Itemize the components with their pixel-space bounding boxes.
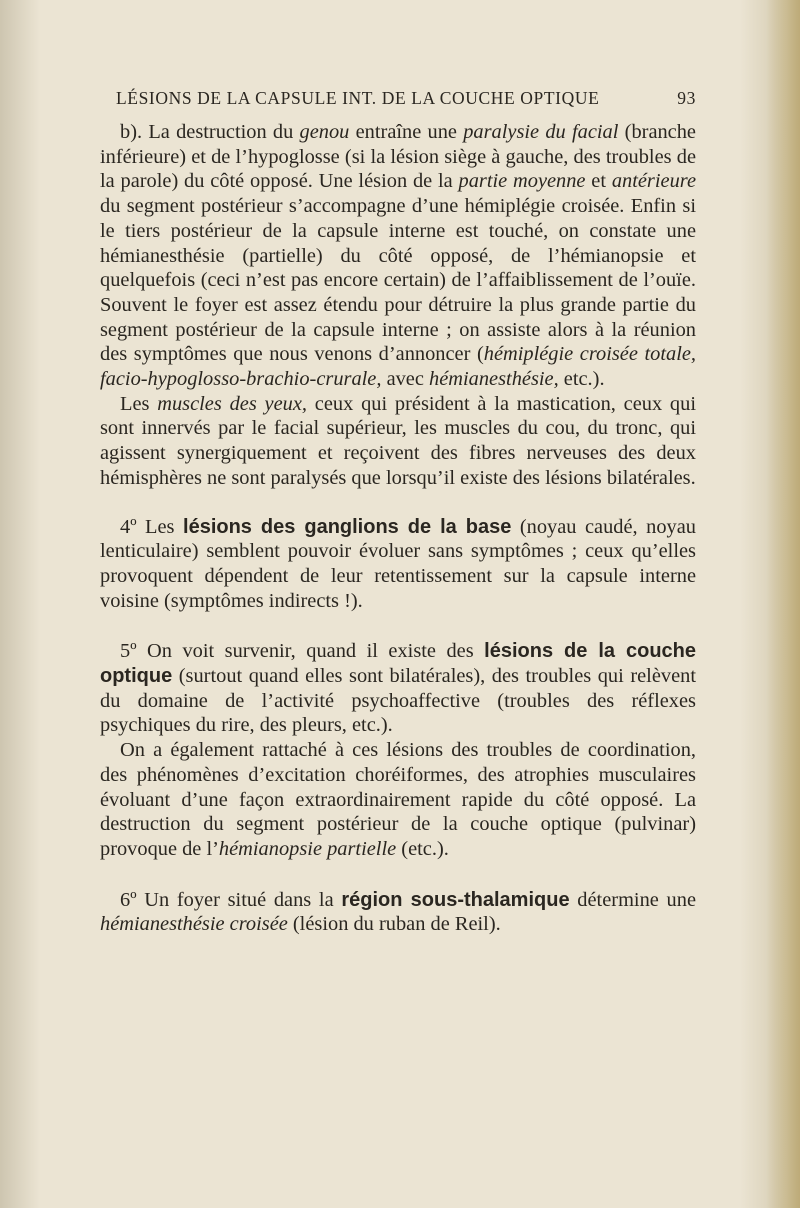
- italic-term: genou: [299, 121, 350, 143]
- text-run: (surtout quand elles sont bilatérales), des troubles qui relèvent du domaine de l’activité psychoaffective (troubles des réflexes psychiques du rire, des pleurs, etc.).: [100, 665, 696, 737]
- italic-term: paralysie du facial: [463, 121, 619, 143]
- page-edge-shadow: [766, 0, 800, 1208]
- italic-term: antérieure: [611, 170, 696, 193]
- paragraph-coordination: [100, 738, 696, 862]
- text-run: (lésion du ruban de Reil).: [287, 913, 501, 936]
- page-number: 93: [677, 88, 696, 108]
- italic-term: partie moyenne: [458, 170, 586, 193]
- section-number: 5º On voit survenir, quand il existe des: [120, 640, 485, 663]
- italic-term: hémianopsie partielle: [218, 837, 397, 860]
- section-number: 6º Un foyer situé dans la: [120, 888, 342, 911]
- text-run: et: [585, 170, 612, 193]
- section-5-couche-optique: [100, 639, 696, 738]
- section-number: 4º Les: [120, 515, 184, 538]
- italic-term: hémiplégie croisée totale, facio-hypoglosso-brachio-crurale,: [100, 343, 697, 391]
- text-run: Les: [120, 392, 158, 415]
- text-run: (branche inférieure) et de l’hypoglosse (si la lésion siège à gauche, des troubles de la parole) du côté opposé. Une lésion de la: [100, 121, 696, 193]
- text-run: du segment postérieur s’accompagne d’une hémiplégie croisée. Enfin si le tiers postérieur de la capsule interne est touché, on constate une hémianesthésie (partielle) du côté opposé, de l’hémianopsie et quelquefois (ceci n’est pas encore certain) de l’affaiblissement de l’ouïe. Souvent le foyer est assez étendu pour détruire la plus grande partie du segment postérieur de la capsule interne ; on assiste alors à la réunion des symptômes que nous venons d’annoncer (: [100, 195, 696, 366]
- text-run: b). La destruction du: [120, 121, 300, 143]
- section-4-ganglions-base: [100, 515, 696, 614]
- body-text: [100, 120, 696, 937]
- running-title: LÉSIONS DE LA CAPSULE INT. DE LA COUCHE OPTIQUE: [116, 88, 600, 108]
- bold-term: lésions de la couche optique: [100, 640, 697, 688]
- paragraph-genou: [100, 120, 696, 392]
- text-run: On a également rattaché à ces lésions des troubles de coordination, des phénomènes d’excitation choréiformes, des atrophies musculaires évoluant d’une façon extraordinairement rapide du côté opposé. La destruction du segment postérieur de la couche optique (pulvinar) provoque de l’: [100, 739, 696, 860]
- running-header: [116, 88, 696, 112]
- paragraph-muscles-yeux: [100, 392, 696, 491]
- bold-term: lésions des ganglions de la base: [183, 515, 512, 538]
- text-run: (noyau caudé, noyau lenticulaire) semblent pouvoir évoluer sans symptômes ; ceux qu’elles provoquent dépendent de leur retentissement sur la capsule interne voisine (symptômes indirects !).: [100, 515, 696, 612]
- text-run: avec: [381, 368, 430, 391]
- text-run: ceux qui président à la mastication, ceux qui sont innervés par le facial supérieur, les muscles du cou, du tronc, qui agissent synergiquement et reçoivent des fibres nerveuses des deux hémisphères ne sont paralysés que lorsqu’il existe des lésions bilatérales.: [100, 392, 696, 489]
- bold-term: région sous-thalamique: [341, 888, 570, 911]
- text-run: (etc.).: [396, 837, 449, 860]
- italic-term: hémianesthésie croisée: [100, 913, 288, 936]
- text-run: détermine une: [569, 888, 696, 911]
- italic-term: hémianesthésie,: [429, 368, 559, 391]
- text-run: entraîne une: [349, 121, 464, 143]
- italic-term: muscles des yeux,: [157, 392, 307, 415]
- text-run: etc.).: [558, 368, 605, 391]
- section-6-region-sous-thalamique: [100, 888, 696, 937]
